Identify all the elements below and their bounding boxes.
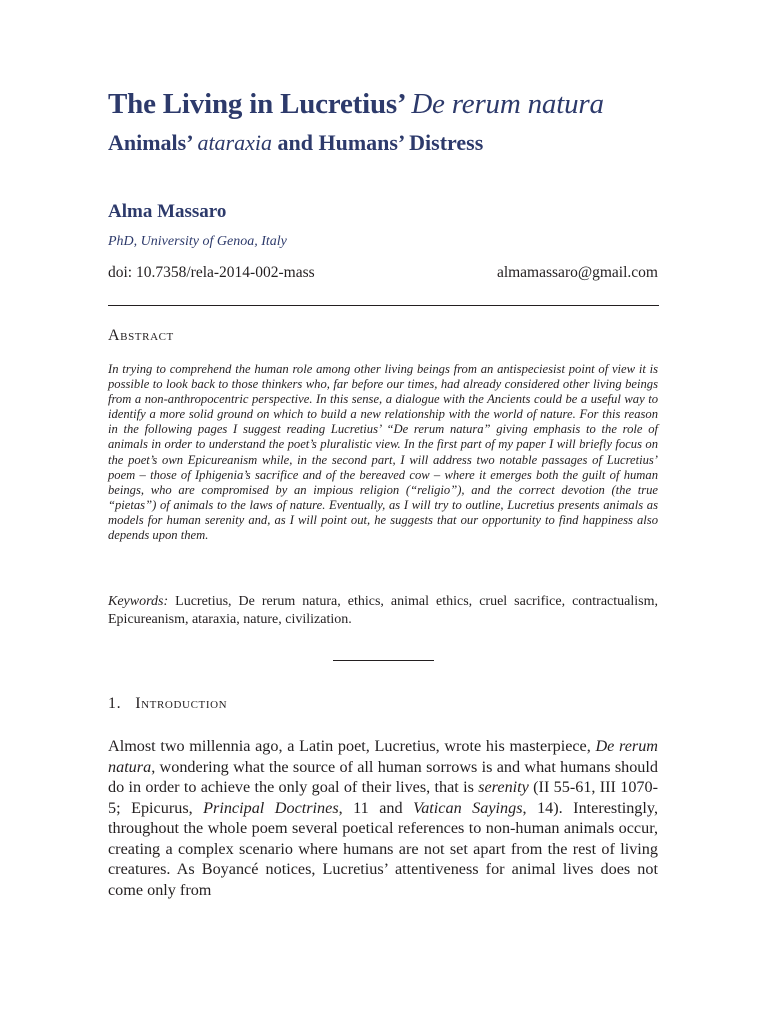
body-italic: serenity <box>478 778 529 796</box>
body-text: (II 55-61, III 1070-5; Epicurus, <box>108 778 659 817</box>
subtitle-italic: ataraxia <box>197 130 272 155</box>
author-email[interactable]: almamassaro@gmail.com <box>496 264 658 281</box>
body-text: , 14). Interestingly, throughout the whole poem several poetical references to non-human animals occur, creating a complex scenario where humans are not set apart from the rest of living creatures. As Boyancé notices, Lucretius’ attentiveness for animal lives does not come only from <box>108 798 658 899</box>
title-main: The Living in Lucretius’ <box>108 88 412 120</box>
body-italic: De rerum natura <box>108 737 658 776</box>
body-italic: Vatican Sayings <box>413 798 523 817</box>
author-affiliation: PhD, University of Genoa, Italy <box>108 234 287 249</box>
abstract-text: In trying to comprehend the human role among other living beings from an antispeciesist point of view it is possible to look back to those thinkers who, far before our times, had already considered other living beings from a non-anthropocentric perspective. In this sense, a dialogue with the Ancients could be a useful way to identify a more solid ground on which to build a new relationship with the world of nature. For this reason in the following pages I suggest reading Lucretius’ “De rerum natura” giving emphasis to the role of animals in order to understand the poet’s pluralistic view. In the first part of my paper I will briefly focus on the poet’s own Epicureanism while, in the second part, I will address two notable passages of Lucretius’ poem – those of Iphigenia’s sacrifice and of the bereaved cow – where it emerges both the guilt of human beings, who are compromised by an impious religion (“religio”), and the correct devotion (the true “pietas”) of animals to the laws of nature. Eventually, as I will try to outline, Lucretius presents animals as models for human serenity and, as I will point out, he suggests that our opportunity to find happiness also depends upon them. <box>108 362 658 543</box>
keywords-text: Lucretius, De rerum natura, ethics, animal ethics, cruel sacrifice, contractualism, Epicureanism, ataraxia, nature, civilization. <box>108 594 658 627</box>
section-heading <box>108 693 658 715</box>
abstract-heading: Abstract <box>108 327 174 344</box>
doi-link[interactable]: doi: 10.7358/rela-2014-002-mass <box>108 264 315 281</box>
keywords-label: Keywords: <box>108 594 169 609</box>
body-italic: Principal Doctrines <box>203 798 339 817</box>
section-number: 1. <box>108 695 122 712</box>
paper-subtitle <box>108 127 658 159</box>
body-text: , 11 and <box>338 798 414 817</box>
header-divider <box>108 305 659 306</box>
section-title: Introduction <box>135 695 228 712</box>
subtitle-post: and Humans’ Distress <box>272 130 484 155</box>
body-text: , wondering what the source of all human sorrows is and what humans should do in order to achieve the only goal of their lives, that is <box>108 757 658 796</box>
author-name: Alma Massaro <box>108 201 227 222</box>
subtitle-pre: Animals’ <box>108 130 198 155</box>
title-italic: De rerum natura <box>411 88 604 120</box>
section-divider <box>333 660 434 661</box>
doi-row <box>108 262 658 284</box>
keywords <box>108 593 658 629</box>
paper-title <box>108 84 658 124</box>
body-paragraph <box>108 736 658 900</box>
body-text: Almost two millennia ago, a Latin poet, Lucretius, wrote his masterpiece, <box>108 737 596 755</box>
